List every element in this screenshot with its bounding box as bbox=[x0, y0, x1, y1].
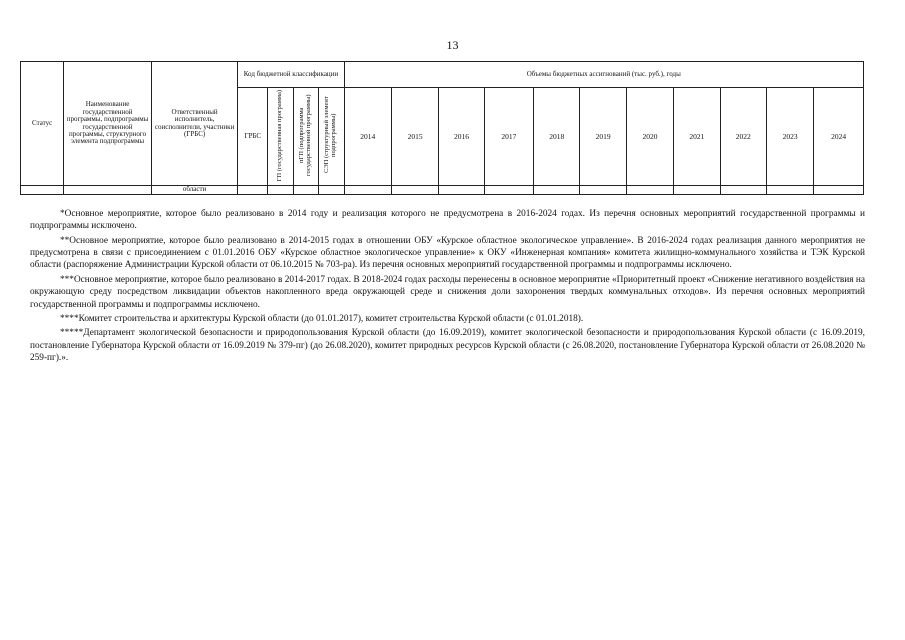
year-header: 2019 bbox=[580, 88, 626, 186]
status-header: Статус bbox=[21, 62, 64, 186]
footnote: *Основное мероприятие, которое было реализовано в 2014 году и реализация которого не предусмотрена в 2016-2024 годах. Из перечня основных мероприятий государственной программы и подпрограммы исключено. bbox=[30, 209, 865, 232]
page-number: 13 bbox=[446, 38, 459, 52]
year-header: 2021 bbox=[674, 88, 720, 186]
year-header: 2022 bbox=[720, 88, 766, 186]
year-header: 2020 bbox=[626, 88, 673, 186]
year-header: 2014 bbox=[344, 88, 391, 186]
footnote: ***Основное мероприятие, которое было реализовано в 2014-2017 годах. В 2018-2024 годах расходы перенесены в основное мероприятие «Приоритетный проект «Снижение негативного воздействия на окружающую среду посредством ликвидации объектов накопленного вреда окружающей среде и снижения доли захоронения твердых коммунальных отходов». Из перечня основных мероприятий государственной программы и подпрограммы исключено. bbox=[30, 274, 865, 310]
table-row bbox=[21, 186, 864, 195]
footnote: *****Департамент экологической безопасности и природопользования Курской области (до 16.09.2019), комитет экологической безопасности и природопользования Курской области (с 16.09.2019, постановление Губернатора Курской области от 16.09.2019 № 379-пг) (до 26.08.2020), комитет природных ресурсов Курской области (с 26.08.2020, постановление Губернатора Курской области от 26.08.2020 № 259-пг).». bbox=[30, 328, 865, 363]
name-header: Наименование государственной программы, подпрограммы государственной программы, структурного элемента подпрограммы bbox=[64, 62, 152, 186]
footnote: **Основное мероприятие, которое было реализовано в 2014-2015 годах в отношении ОБУ «Курское областное экологическое управление». В 2016-2024 годах реализация данного мероприятия не предусмотрена в связи с присоединением с 01.01.2016 ОБУ «Курское областное экологическое управление» к ОКУ «Инженерная компания» комитета жилищно-коммунального хозяйства и ТЭК Курской области (распоряжение Администрации Курской области от 06.10.2015 № 703-ра). Из перечня основных мероприятий государственной программы и подпрограммы исключено. bbox=[30, 235, 865, 271]
budget-table bbox=[20, 61, 864, 195]
kbk-header: Код бюджетной классификации bbox=[238, 62, 344, 88]
year-header: 2024 bbox=[814, 88, 864, 186]
kbk-column-grbs: ГРБС bbox=[238, 88, 268, 186]
kbk-column-gp: ГП (государственная программа) bbox=[268, 88, 294, 186]
volumes-header: Объемы бюджетных ассигнований (тыс. руб.), годы bbox=[344, 62, 864, 88]
footnotes bbox=[30, 208, 865, 366]
table-cell-executor: области bbox=[151, 186, 238, 195]
year-header: 2016 bbox=[439, 88, 484, 186]
year-header: 2017 bbox=[484, 88, 533, 186]
year-header: 2023 bbox=[766, 88, 813, 186]
kbk-column-pgp: пГП (подпрограмма государственной программы) bbox=[294, 88, 319, 186]
year-header: 2018 bbox=[534, 88, 580, 186]
executor-header: Ответственный исполнитель, соисполнители, участники (ГРБС) bbox=[151, 62, 238, 186]
footnote: ****Комитет строительства и архитектуры Курской области (до 01.01.2017), комитет строительства Курской области (с 01.01.2018). bbox=[60, 313, 584, 324]
kbk-column-sep: СЭП (структурный элемент подпрограммы) bbox=[318, 88, 344, 186]
year-header: 2015 bbox=[391, 88, 438, 186]
